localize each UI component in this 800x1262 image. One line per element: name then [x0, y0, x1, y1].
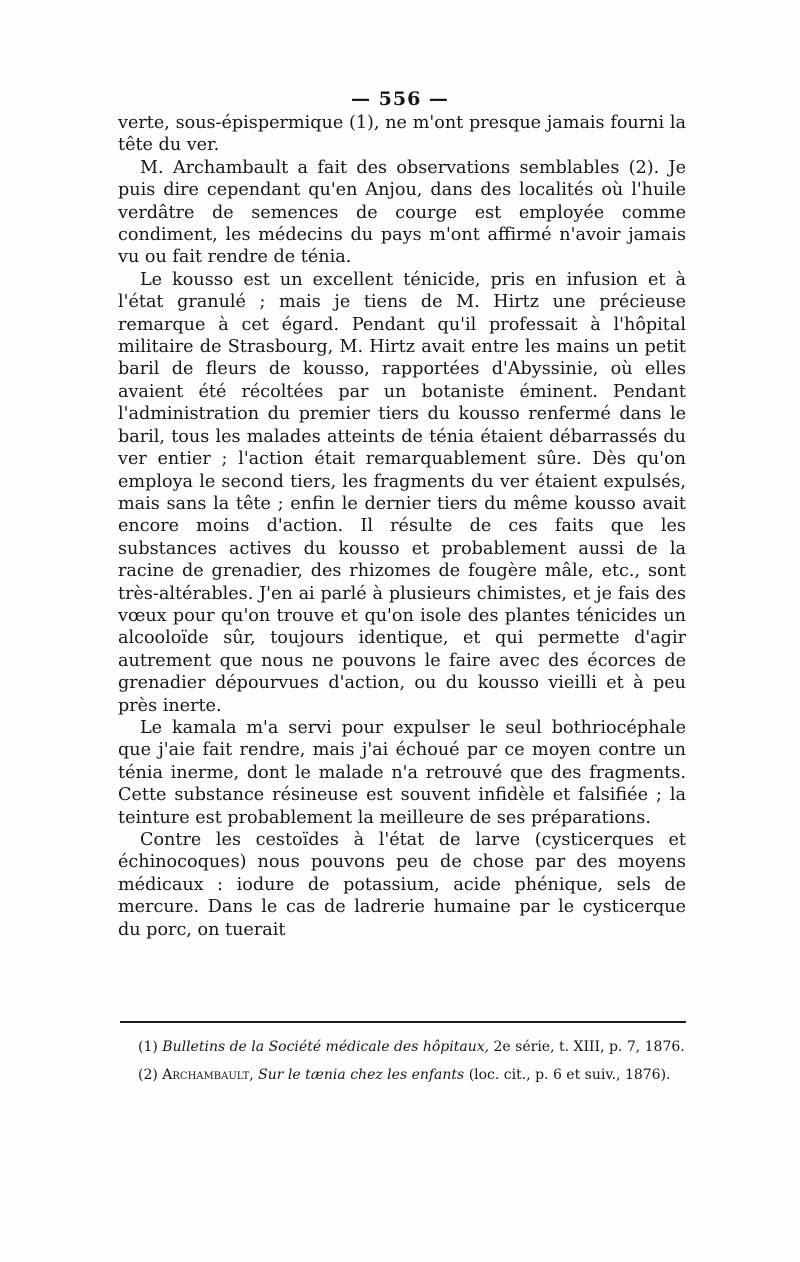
footnote-1-details: 2e série, t. XIII, p. 7, 1876.: [493, 1039, 685, 1055]
footnote-1-marker: (1): [138, 1039, 158, 1055]
footnote-2-details: (loc. cit., p. 6 et suiv., 1876).: [468, 1067, 671, 1083]
paragraph-2: M. Archambault a fait des observations semblables (2). Je puis dire cependant qu'en Anjou, dans des localités où l'huile verdâtre de semences de courge est employée comme condiment, les médecins du pays m'ont affirmé n'avoir jamais vu ou fait rendre de ténia.: [118, 157, 686, 268]
footnote-2-marker: (2): [138, 1067, 158, 1083]
footnote-2-title: Sur le tænia chez les enfants: [258, 1067, 465, 1083]
paragraph-5: Contre les cestoïdes à l'état de larve (cysticerques et échinocoques) nous pouvons peu de chose par des moyens médicaux : iodure de potassium, acide phénique, sels de mercure. Dans le cas de ladrerie humaine par le cysticerque du porc, on tuerait: [118, 830, 686, 940]
footnote-1-title: Bulletins de la Société médicale des hôpitaux,: [162, 1039, 490, 1055]
paragraph-1: verte, sous-épispermique (1), ne m'ont presque jamais fourni la tête du ver.: [118, 113, 686, 156]
main-text: [118, 112, 686, 941]
footnote-2-author: Archambault,: [162, 1067, 254, 1083]
footnotes: [118, 1037, 686, 1093]
page-number: — 556 —: [351, 88, 449, 110]
paragraph-3: Le kousso est un excellent ténicide, pris en infusion et à l'état granulé ; mais je tiens de M. Hirtz une précieuse remarque à cet égard. Pendant qu'il professait à l'hôpital militaire de Strasbourg, M. Hirtz avait entre les mains un petit baril de fleurs de kousso, rapportées d'Abyssinie, où elles avaient été récoltées par un botaniste éminent. Pendant l'administration du premier tiers du kousso renfermé dans le baril, tous les malades atteints de ténia étaient débarrassés du ver entier ; l'action était remarquablement sûre. Dès qu'on employa le second tiers, les fragments du ver étaient expulsés, mais sans la tête ; enfin le dernier tiers du même kousso avait encore moins d'action. Il résulte de ces faits que les substances actives du kousso et probablement aussi de la racine de grenadier, des rhizomes de fougère mâle, etc., sont très-altérables. J'en ai parlé à plusieurs chimistes, et je fais des vœux pour qu'on trouve et qu'on isole des plantes ténicides un alcooloïde sûr, toujours identique, et qui permette d'agir autrement que nous ne pouvons le faire avec des écorces de grenadier dépourvues d'action, ou du kousso vieilli et à peu près inerte.: [118, 269, 686, 716]
footnote-1: [118, 1037, 686, 1058]
footnote-2: [118, 1065, 686, 1086]
paragraph-4: Le kamala m'a servi pour expulser le seul bothriocéphale que j'aie fait rendre, mais j'ai échoué par ce moyen contre un ténia inerme, dont le malade n'a retrouvé que des fragments. Cette substance résineuse est souvent infidèle et falsifiée ; la teinture est probablement la meilleure de ses préparations.: [118, 717, 686, 828]
footnote-divider: [120, 1021, 686, 1023]
